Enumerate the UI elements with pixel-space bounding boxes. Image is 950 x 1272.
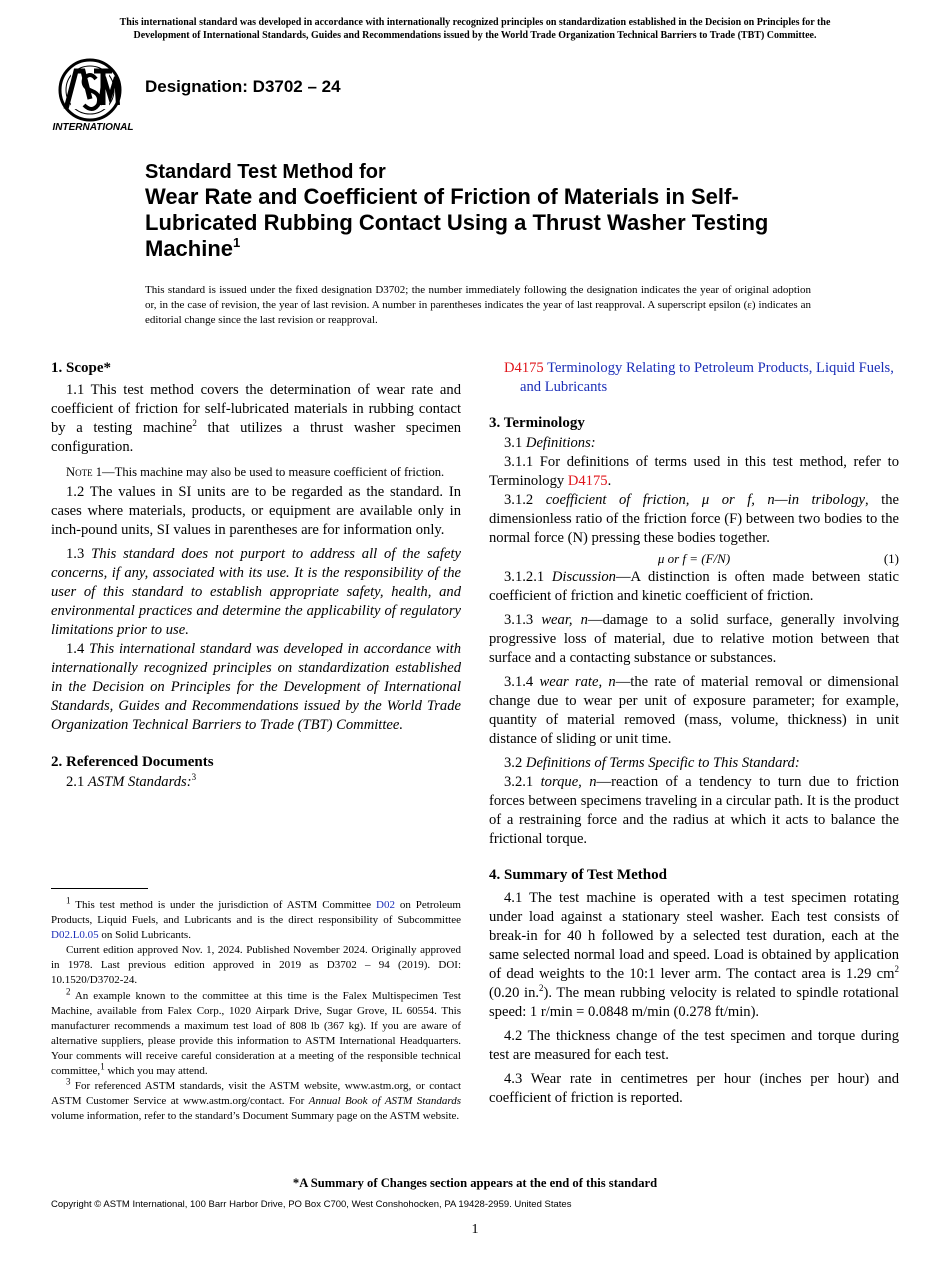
title-main [145, 184, 835, 262]
summary-of-changes-note: *A Summary of Changes section appears at the end of this standard [292, 1176, 658, 1190]
terminology-link[interactable]: D4175 [567, 473, 608, 489]
reference-title[interactable]: Terminology Relating to Petroleum Products, Liquid Fuels, and Lubricants [520, 360, 894, 395]
footnote-2: $^2$ An example known to the committee at this time is the Falex Multispecimen Test Machine, available from Falex Corp., 1020 Airpark Drive, Sugar Grove, IL 60554. This manufacturer recommends a maximum test load of 808 lb (367 kg). If you are aware of alternative suppliers, please provide this information to ASTM International Headquarters. Your comments will receive careful consideration at a meeting of the responsible technical committee,$^1$ which you may attend. [51, 985, 461, 1078]
subcommittee-link[interactable]: D02.L0.05 [51, 929, 99, 942]
paragraph-3-1-3: 3.1.3 wear, n—damage to a solid surface, generally involving progressive loss of material, due to relative motion between that surface and a contacting substance or substances. [489, 612, 899, 666]
top-notice [48, 16, 902, 42]
left-column [51, 359, 461, 792]
reference-code[interactable]: D4175 [504, 360, 544, 376]
paragraph-1-2: 1.2 The values in SI units are to be regarded as the standard. In cases where materials, products, or equipment are available only in inch-pound units, SI values in parentheses are for information only. [51, 484, 461, 538]
logo-subtext: INTERNATIONAL [52, 122, 134, 133]
paragraph-3-1-2-1: 3.1.2.1 Discussion—A distinction is often made between static coefficient of friction and kinetic coefficient of friction. [489, 569, 899, 604]
title-line-1: Standard Test Method for [145, 161, 386, 183]
terminology-heading: 3. Terminology [489, 415, 585, 431]
copyright: Copyright © ASTM International, 100 Barr Harbor Drive, PO Box C700, West Conshohocken, PA 19428-2959. United States [51, 1199, 572, 1210]
top-notice-line-2: Development of International Standards, Guides and Recommendations issued by the World Trade Organization Technical Barriers to Trade (TBT) Committee. [133, 30, 817, 41]
astm-logo-icon [52, 57, 134, 133]
footnote-ref-3[interactable]: 3 [191, 772, 197, 783]
equation-1 [489, 549, 899, 568]
right-column [489, 359, 899, 1108]
paragraph-4-1: 4.1 The test machine is operated with a test specimen rotating under load against a stationary steel washer. Each test consists of break-in for 40 h followed by a selected test duration, each at the same selected normal load and speed. Load is obtained by application of dead weights to the 10:1 lever arm. The contact area is 1.29 $cm^2$ (0.20 in.$^2$). The mean rubbing velocity is related to spindle rotational speed: 1 r/min = 0.0848 m/min (0.278 ft/min). [489, 890, 899, 1020]
footnote-rule [51, 888, 148, 889]
committee-link[interactable]: D02 [376, 899, 395, 911]
footnote-ref-2[interactable]: 2 [192, 418, 197, 429]
paragraph-3-1-2: 3.1.2 coefficient of friction, μ or f, n—in tribology, the dimensionless ratio of the friction force (F) between two bodies to the normal force (N) pressing these bodies together. [489, 492, 899, 546]
title-line-2: Wear Rate and Coefficient of Friction of Materials in Self-Lubricated Rubbing Contact Using a Thrust Washer Testing Machine [145, 184, 769, 261]
paragraph-3-1: 3.1 Definitions: [504, 435, 596, 451]
paragraph-4-3: 4.3 Wear rate in centimetres per hour (inches per hour) and coefficient of friction is reported. [489, 1071, 899, 1106]
footnote-1-edition: Current edition approved Nov. 1, 2024. Published November 2024. Originally approved in 1978. Last previous edition approved in 2019 as D3702 – 94 (2019). DOI: 10.1520/D3702-24. [51, 944, 461, 987]
reference-d4175[interactable] [489, 359, 899, 397]
issued-statement: This standard is issued under the fixed designation D3702; the number immediately following the designation indicates the year of original adoption or, in the case of revision, the year of last revision. A number in parentheses indicates the year of last reapproval. A superscript epsilon (ε) indicates an editorial change since the last revision or reapproval. [145, 284, 811, 326]
paragraph-4-2: 4.2 The thickness change of the test specimen and torque during test are measured for each test. [489, 1028, 899, 1063]
paragraph-3-2: 3.2 Definitions of Terms Specific to This Standard: [504, 755, 800, 771]
paragraph-1-4: 1.4 This international standard was developed in accordance with internationally recognized principles on standardization established in the Decision on Principles for the Development of International Standards, Guides and Recommendations issued by the World Trade Organization Technical Barriers to Trade (TBT) Committee. [51, 641, 462, 733]
paragraph-3-1-4: 3.1.4 wear rate, n—the rate of material removal or dimensional change due to wear per unit of exposure parameter; for example, quantity of material removed (mass, volume, thickness) in unit distance of sliding or unit time. [489, 674, 899, 747]
note-1: Note 1—This machine may also be used to measure coefficient of friction. [66, 465, 445, 479]
title-footnote-mark[interactable]: 1 [233, 235, 241, 250]
paragraph-1-1: 1.1 This test method covers the determination of wear rate and coefficient of friction for self-lubricated materials in rubbing contact by a testing machine$^2$ that utilizes a thrust washer specimen configuration. [51, 382, 461, 455]
equation-number: (1) [883, 551, 899, 566]
footnotes [51, 895, 462, 1124]
footnote-1: $^1$ This test method is under the jurisdiction of ASTM Committee D02 on Petroleum Products, Liquid Fuels, and Lubricants and is the direct responsibility of Subcommittee D02.L0.05 on Solid Lubricants. [51, 895, 461, 942]
page-number: 1 [471, 1222, 479, 1237]
referenced-documents-heading: 2. Referenced Documents [51, 754, 214, 770]
top-notice-line-1: This international standard was developed in accordance with internationally recognized principles on standardization established in the Decision on Principles for the [119, 17, 831, 28]
astm-logo [52, 57, 134, 133]
scope-heading: 1. Scope* [51, 360, 111, 376]
footnote-3: $^3$ For referenced ASTM standards, visit the ASTM website, www.astm.org, or contact ASTM Customer Service at www.astm.org/contact. For Annual Book of ASTM Standards volume information, refer to the standard’s Document Summary page on the ASTM website. [51, 1076, 462, 1123]
summary-heading: 4. Summary of Test Method [489, 867, 667, 883]
paragraph-2-1: 2.1 ASTM Standards:$^3$ [66, 772, 197, 790]
paragraph-3-1-1: 3.1.1 For definitions of terms used in this test method, refer to Terminology D4175. [489, 454, 899, 489]
designation: Designation: D3702 – 24 [145, 77, 341, 96]
title-block [145, 160, 835, 262]
paragraph-1-3: 1.3 This standard does not purport to address all of the safety concerns, if any, associated with its use. It is the responsibility of the user of this standard to establish appropriate safety, health, and environmental practices and determine the applicability of regulatory limitations prior to use. [51, 546, 461, 638]
paragraph-3-2-1: 3.2.1 torque, n—reaction of a tendency to turn due to friction forces between specimens traveling in a circular path. It is the product of a restraining force and the radius at which it acts to balance the frictional torque. [489, 774, 899, 847]
equation-body: μ or f = (F/N) [657, 551, 731, 566]
